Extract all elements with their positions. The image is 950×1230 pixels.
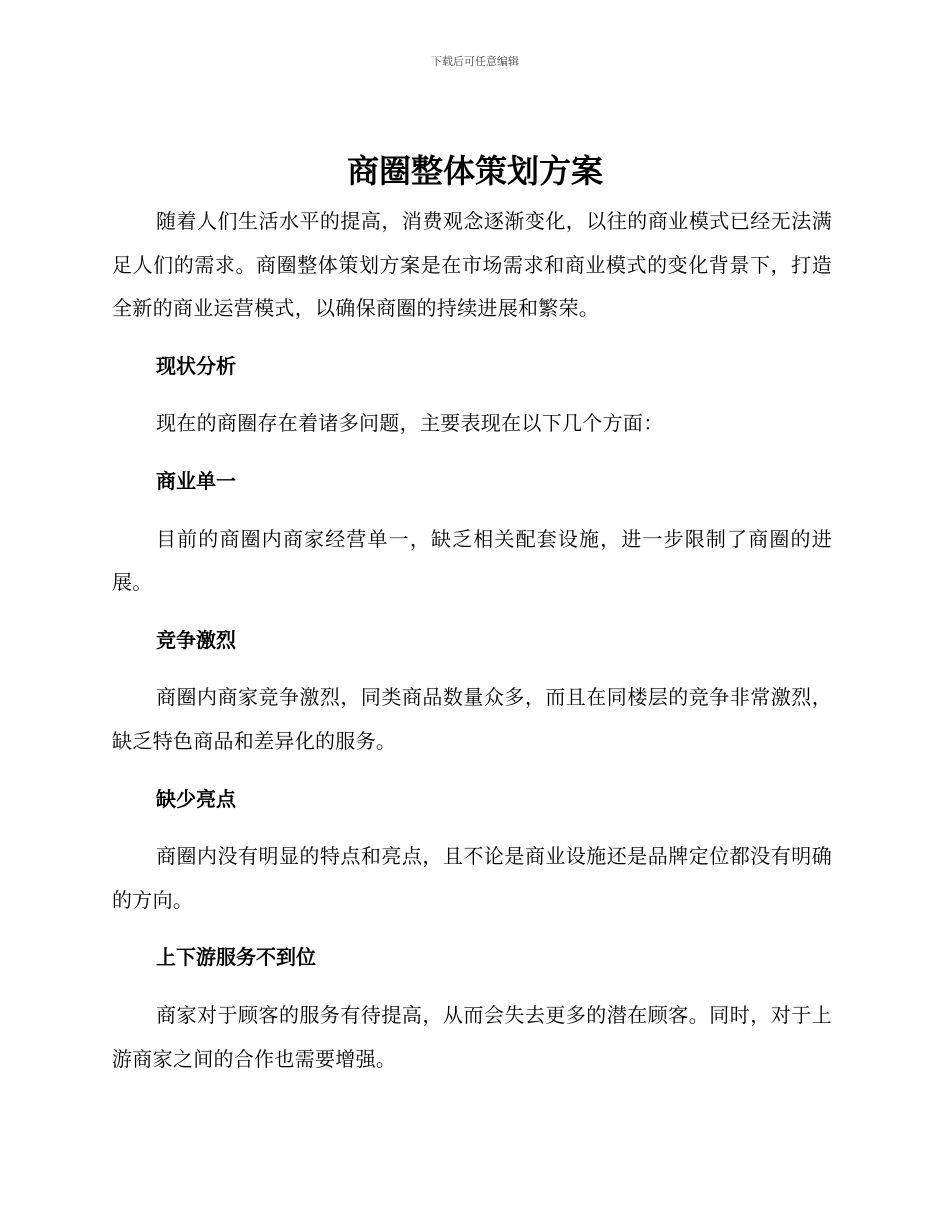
paragraph-single-business: 目前的商圈内商家经营单一，缺乏相关配套设施，进一步限制了商圈的进展。: [112, 526, 832, 595]
intro-paragraph: 随着人们生活水平的提高，消费观念逐渐变化，以往的商业模式已经无法满足人们的需求。商圈整体策划方案是在市场需求和商业模式的变化背景下，打造全新的商业运营模式，以确保商圈的持续进展和繁荣。: [112, 209, 832, 321]
paragraph-service-chain: 商家对于顾客的服务有待提高，从而会失去更多的潜在顾客。同时，对于上游商家之间的合作也需要增强。: [112, 1002, 832, 1071]
paragraph-problems-overview: 现在的商圈存在着诸多问题，主要表现在以下几个方面：: [156, 411, 664, 436]
section-heading-lack-highlights: 缺少亮点: [156, 786, 236, 811]
document-body: [112, 200, 832, 1095]
paragraph-fierce-competition: 商圈内商家竞争激烈，同类商品数量众多，而且在同楼层的竞争非常激烈，缺乏特色商品和差异化的服务。: [112, 685, 832, 753]
header-note: 下载后可任意编辑: [431, 55, 519, 68]
document-title: 商圈整体策划方案: [346, 152, 603, 190]
section-heading-status-analysis: 现状分析: [156, 353, 236, 378]
section-heading-single-business: 商业单一: [156, 468, 236, 493]
paragraph-lack-highlights: 商圈内没有明显的特点和亮点，且不论是商业设施还是品牌定位都没有明确的方向。: [112, 844, 832, 912]
section-heading-fierce-competition: 竞争激烈: [156, 627, 236, 652]
section-heading-service-chain: 上下游服务不到位: [156, 945, 316, 970]
